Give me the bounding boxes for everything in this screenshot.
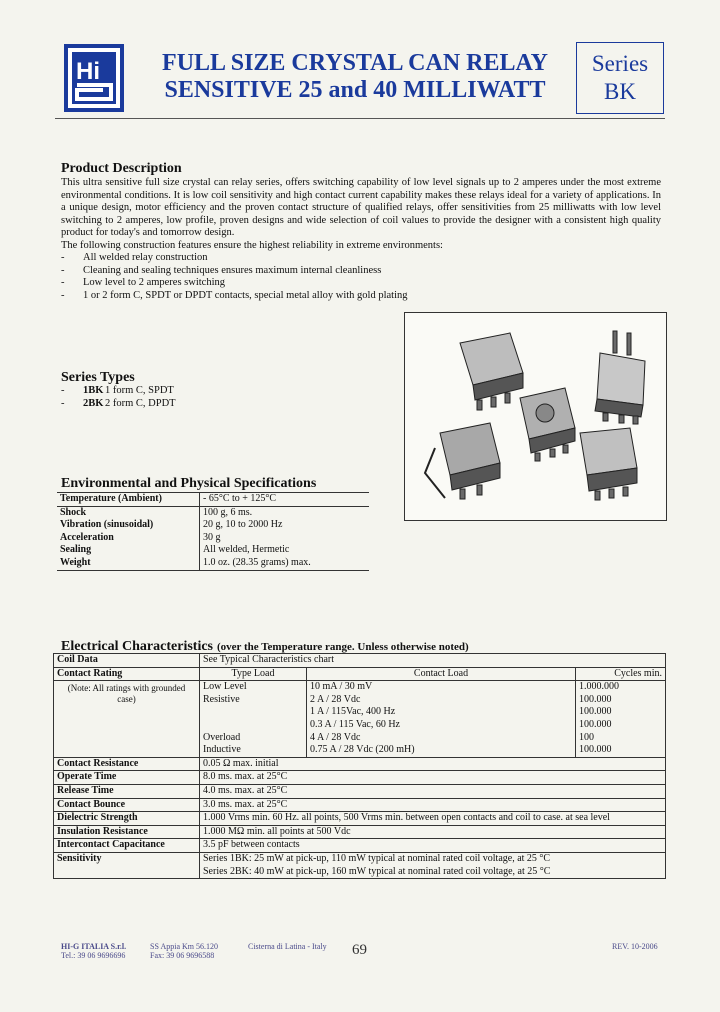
table-row: Contact Resistance 0.05 Ω max. initial <box>54 757 666 771</box>
relay-photo <box>404 312 667 521</box>
table-row: Operate Time 8.0 ms. max. at 25°C <box>54 771 666 785</box>
description-paragraph <box>61 177 661 253</box>
description-text: This ultra sensitive full size crystal can relay series, offers switching capability of low level signals up to 2 amperes under the most extreme environmental conditions. It is low coil sensitivity and high contact current capability makes these relays ideal for a variety of applications. In a unique design, motor efficiency and the proven contact structure of qualified relays, offer sensitivities from 25 milliwatts with low level switching to 2 amperes, low profile, proven designs and wide selection of coil values to provide the designer with a consistent high quality product for today's and tomorrow design. <box>61 177 661 239</box>
page-number: 69 <box>352 942 367 958</box>
list-item: - Cleaning and sealing techniques ensures maximum internal cleanliness <box>61 264 382 276</box>
footer-address: SS Appia Km 56.120 Fax: 39 06 9696588 <box>150 942 219 960</box>
table-row: Acceleration 30 g <box>57 532 369 545</box>
environmental-heading: Environmental and Physical Specifications <box>61 476 317 491</box>
page-title <box>140 50 570 104</box>
header-divider <box>55 118 665 119</box>
footer-company: HI-G ITALIA S.r.l. Tel.: 39 06 9696696 <box>61 942 127 960</box>
table-row: Contact Bounce 3.0 ms. max. at 25°C <box>54 798 666 812</box>
table-row: Shock 100 g, 6 ms. <box>57 506 369 519</box>
table-row: Sealing All welded, Hermetic <box>57 544 369 557</box>
list-item: - 2BK 2 form C, DPDT <box>61 397 176 409</box>
table-row: Sensitivity Series 1BK: 25 mW at pick-up, 110 mW typical at nominal rated coil voltage, at 25 °C Series 2BK: 40 mW at pick-up, 160 mW typical at nominal rated coil voltage, at 25 °C <box>54 852 666 878</box>
electrical-table <box>53 653 666 879</box>
list-item: - All welded relay construction <box>61 252 208 263</box>
table-row: Temperature (Ambient) - 65°C to + 125°C <box>57 493 369 507</box>
environmental-table <box>57 492 369 571</box>
series-types-heading: Series Types <box>61 370 135 385</box>
title-line-2: SENSITIVE 25 and 40 MILLIWATT <box>164 77 546 103</box>
svg-text:Hi: Hi <box>76 58 100 85</box>
title-line-1: FULL SIZE CRYSTAL CAN RELAY <box>162 50 548 76</box>
table-row: Contact Rating (Note: All ratings with grounded case) Type Load Contact Load Cycles min. Low Level 10 mA / 30 mV 1.000.000 Resistive 2 A / 28 Vdc 100.000 1 A / 115Vac, 400 Hz 100.000 0.3 A / 115 Vac, 60 Hz 100.000 Overload 4 A / 28 Vdc 100 Inductive 0.75 A / 28 Vdc (200 mH) 100.000 <box>54 667 666 757</box>
table-row: Vibration (sinusoidal) 20 g, 10 to 2000 Hz <box>57 519 369 532</box>
table-row: Intercontact Capacitance 3.5 pF between contacts <box>54 839 666 853</box>
footer-revision: REV. 10-2006 <box>612 942 658 951</box>
series-word: Series <box>591 51 649 76</box>
description-intro: The following construction features ensure the highest reliability in extreme environments: <box>61 239 443 251</box>
table-row: Coil Data See Typical Characteristics chart <box>54 654 666 668</box>
table-row: Weight 1.0 oz. (28.35 grams) max. <box>57 557 369 570</box>
table-row: Release Time 4.0 ms. max. at 25°C <box>54 784 666 798</box>
series-code: BK <box>604 79 636 104</box>
table-row: Insulation Resistance 1.000 MΩ min. all points at 500 Vdc <box>54 825 666 839</box>
description-heading: Product Description <box>61 161 182 176</box>
electrical-heading: Electrical Characteristics (over the Temperature range. Unless otherwise noted) <box>61 639 469 654</box>
list-item: - 1 or 2 form C, SPDT or DPDT contacts, special metal alloy with gold plating <box>61 289 408 301</box>
contact-rating-table: Type Load Contact Load Cycles min. Low Level 10 mA / 30 mV 1.000.000 Resistive 2 A / 28 Vdc 100.000 1 A / 115Vac, 400 Hz 100.000 0.3 A / 115 Vac, 60 Hz 100.000 Overload 4 A / 28 Vdc 100 Inductive 0.75 A / 28 Vdc (200 mH) 100.000 <box>200 668 665 757</box>
list-item: - Low level to 2 amperes switching <box>61 277 226 289</box>
list-item: - 1BK 1 form C, SPDT <box>61 385 174 396</box>
hig-logo <box>63 43 125 113</box>
table-row: Dielectric Strength 1.000 Vrms min. 60 Hz. all points, 500 Vrms min. between open contacts and coil to case. at sea level <box>54 812 666 826</box>
footer-city: Cisterna di Latina - Italy <box>248 942 327 951</box>
series-box <box>576 42 664 114</box>
feature-list <box>61 252 408 302</box>
series-types-list <box>61 385 176 410</box>
